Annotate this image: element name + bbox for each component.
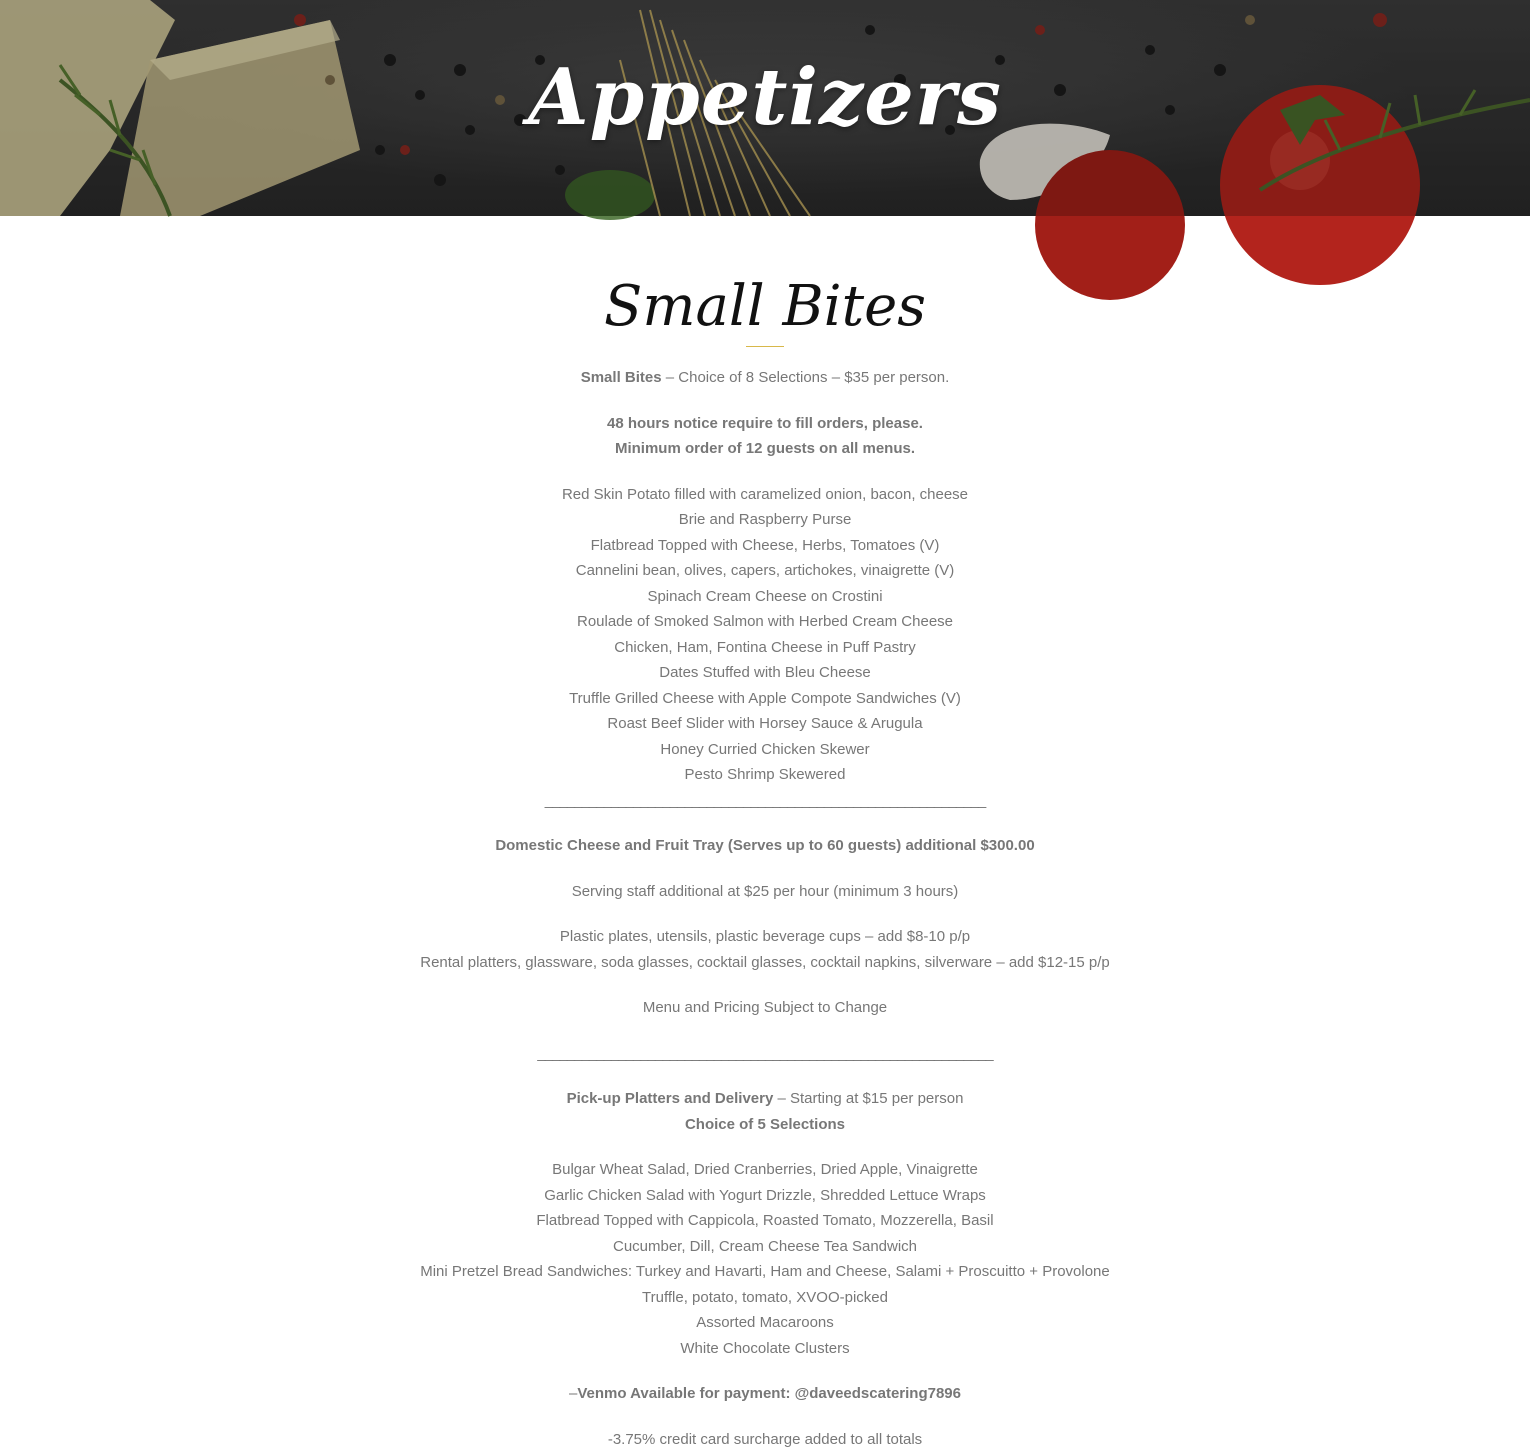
notice-line-1: 48 hours notice require to fill orders, please. [0,411,1530,437]
list-item: Truffle, potato, tomato, XVOO-picked [0,1285,1530,1311]
list-item: Flatbread Topped with Cappicola, Roasted Tomato, Mozzerella, Basil [0,1208,1530,1234]
list-item: Garlic Chicken Salad with Yogurt Drizzle, Shredded Lettuce Wraps [0,1183,1530,1209]
small-bites-intro [0,365,1530,391]
list-item: Cucumber, Dill, Cream Cheese Tea Sandwich [0,1234,1530,1260]
list-item: Mini Pretzel Bread Sandwiches: Turkey and Havarti, Ham and Cheese, Salami + Proscuitto + Provolone [0,1259,1530,1285]
list-item: Dates Stuffed with Bleu Cheese [0,660,1530,686]
title-underline [746,346,784,347]
rentals-notes [0,924,1530,975]
order-notice [0,411,1530,462]
hero-banner [0,0,1530,216]
list-item: Truffle Grilled Cheese with Apple Compote Sandwiches (V) [0,686,1530,712]
menu-content [0,274,1530,1452]
venmo-prefix: – [569,1385,577,1402]
cheese-tray-note: Domestic Cheese and Fruit Tray (Serves up to 60 guests) additional $300.00 [0,833,1530,859]
pickup-list [0,1157,1530,1361]
list-item: Bulgar Wheat Salad, Dried Cranberries, Dried Apple, Vinaigrette [0,1157,1530,1183]
list-item: Cannelini bean, olives, capers, artichokes, vinaigrette (V) [0,558,1530,584]
list-item: Assorted Macaroons [0,1310,1530,1336]
list-item: Roulade of Smoked Salmon with Herbed Cream Cheese [0,609,1530,635]
pickup-header [0,1086,1530,1137]
list-item: Red Skin Potato filled with caramelized onion, bacon, cheese [0,482,1530,508]
hero-title: Appetizers [0,52,1530,143]
small-bites-list [0,482,1530,814]
pickup-intro [0,1086,1530,1112]
pickup-choice: Choice of 5 Selections [0,1112,1530,1138]
small-bites-price: – Choice of 8 Selections – $35 per person. [662,369,950,386]
rental-note: Rental platters, glassware, soda glasses, cocktail glasses, cocktail napkins, silverware – add $12-15 p/p [0,950,1530,976]
pricing-note: Menu and Pricing Subject to Change [0,995,1530,1021]
surcharge-note: -3.75% credit card surcharge added to all totals [0,1427,1530,1452]
divider-line: ______________________________________________________________ [0,1041,1530,1067]
list-item: White Chocolate Clusters [0,1336,1530,1362]
pickup-price: – Starting at $15 per person [773,1090,963,1107]
list-item: Chicken, Ham, Fontina Cheese in Puff Pastry [0,635,1530,661]
list-item: Roast Beef Slider with Horsey Sauce & Arugula [0,711,1530,737]
list-item: Brie and Raspberry Purse [0,507,1530,533]
divider-line: ____________________________________________________________ [0,788,1530,814]
venmo-note [0,1381,1530,1407]
list-item: Spinach Cream Cheese on Crostini [0,584,1530,610]
list-item: Honey Curried Chicken Skewer [0,737,1530,763]
notice-line-2: Minimum order of 12 guests on all menus. [0,436,1530,462]
list-item: Pesto Shrimp Skewered [0,762,1530,788]
section-title: Small Bites [0,274,1530,340]
pickup-label: Pick-up Platters and Delivery [567,1090,774,1107]
plastic-note: Plastic plates, utensils, plastic beverage cups – add $8-10 p/p [0,924,1530,950]
list-item: Flatbread Topped with Cheese, Herbs, Tomatoes (V) [0,533,1530,559]
small-bites-label: Small Bites [581,369,662,386]
serving-staff-note: Serving staff additional at $25 per hour (minimum 3 hours) [0,879,1530,905]
venmo-text: Venmo Available for payment: @daveedscatering7896 [577,1385,961,1402]
